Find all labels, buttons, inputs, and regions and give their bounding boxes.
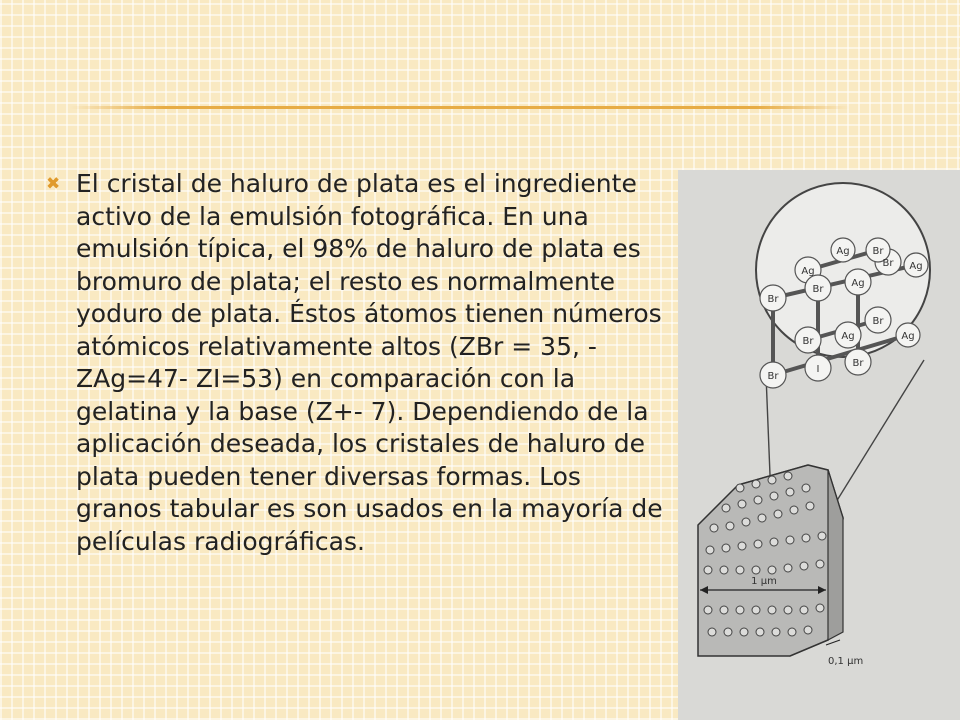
title-divider [70, 106, 850, 109]
atom-label: Ag [901, 331, 915, 342]
thickness-label: 0,1 μm [828, 656, 864, 667]
atom-label: Br [852, 358, 864, 369]
atom-label: Ag [836, 246, 850, 257]
atom-label: Ag [851, 278, 865, 289]
atom-label: Ag [801, 266, 815, 277]
atom-label: Br [882, 258, 894, 269]
atom-label: Ag [909, 261, 923, 272]
atom-label: Br [802, 336, 814, 347]
atom-label: Br [812, 284, 824, 295]
x-bullet-icon: ✖ [46, 174, 61, 194]
crystal-illustration [678, 170, 960, 720]
atom-label: Br [767, 371, 779, 382]
silver-halide-crystal-diagram [678, 170, 960, 720]
zoom-line-right [828, 360, 924, 515]
atom-label: I [816, 364, 820, 375]
atom-label: Ag [841, 331, 855, 342]
atom-label: Br [872, 246, 884, 257]
width-label: 1 μm [751, 576, 777, 587]
bullet-item [46, 168, 666, 558]
atom-label: Br [872, 316, 884, 327]
tabular-grain [698, 465, 863, 667]
atom-label: Br [767, 294, 779, 305]
slide-body [46, 168, 666, 558]
bullet-text: El cristal de haluro de plata es el ingrediente activo de la emulsión fotográfica. En una emulsión típica, el 98% de haluro de plata es bromuro de plata; el resto es normalmente yoduro de plata. Éstos átomos tienen números atómicos relativamente altos (ZBr = 35, - ZAg=47- ZI=53) en comparación con la gelatina y la base (Z+- 7). Dependiendo de la aplicación deseada, los cristales de haluro de plata pueden tener diversas formas. Los granos tabular es son usados en la mayoría de películas radiográficas. [76, 169, 663, 556]
